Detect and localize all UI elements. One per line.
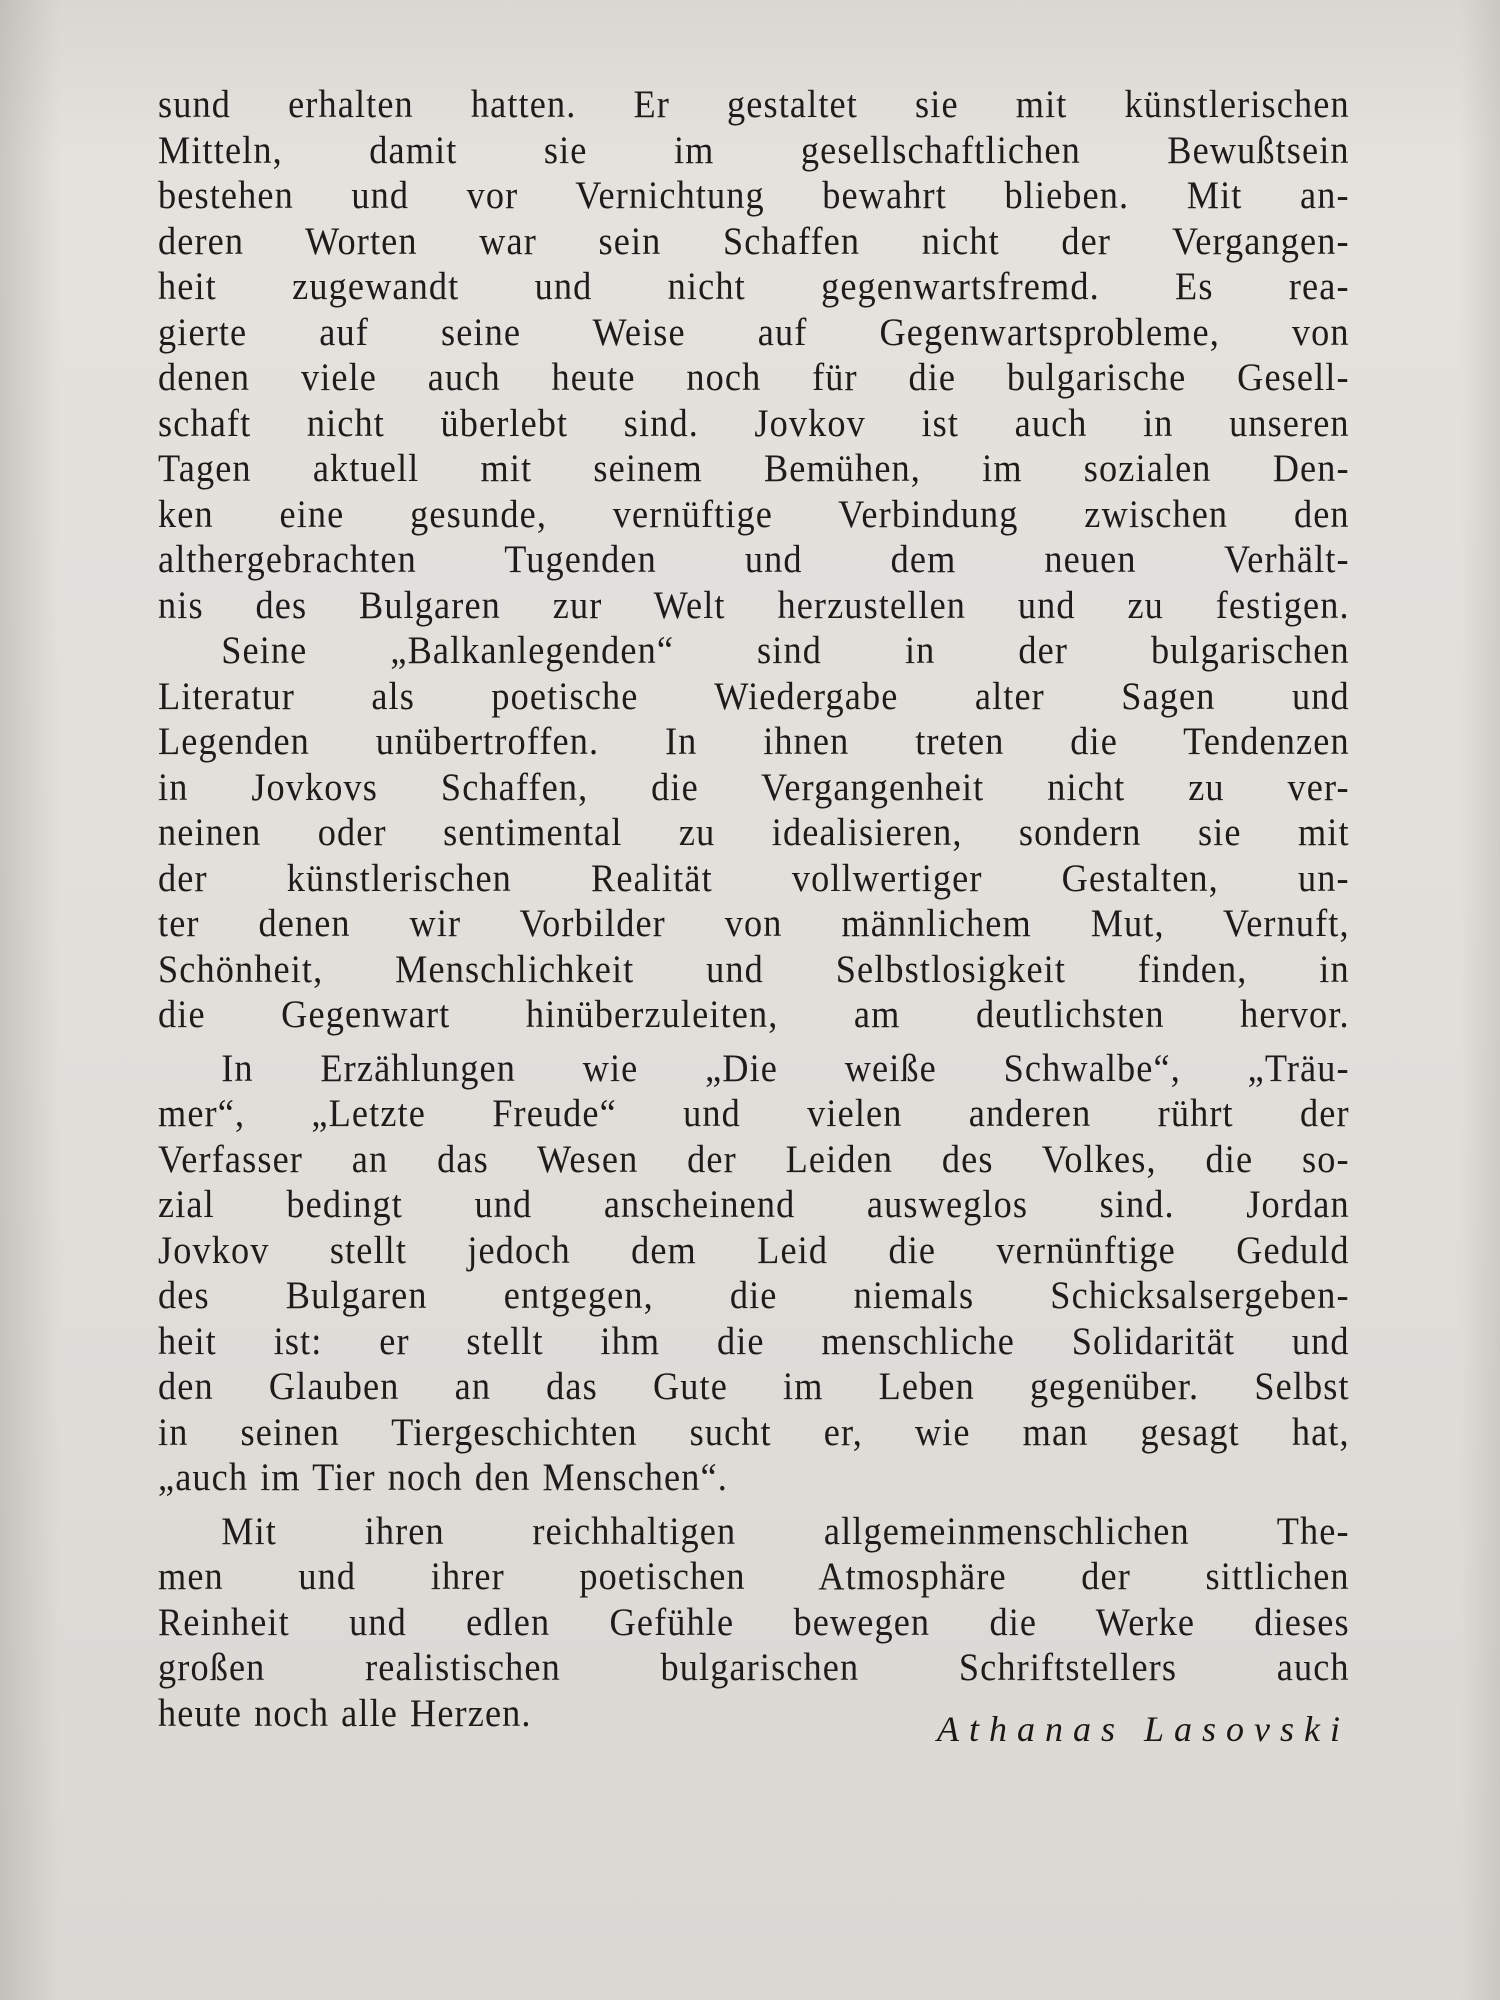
page-shadow-left (0, 0, 60, 2000)
text-line: nis des Bulgaren zur Welt herzustellen und zu festigen. (158, 583, 1350, 627)
text-line: gierte auf seine Weise auf Gegenwartsprobleme, von (158, 310, 1350, 354)
text-line: denen viele auch heute noch für die bulgarische Gesell- (158, 356, 1350, 399)
text-line: schaft nicht überlebt sind. Jovkov ist auch in unseren (158, 401, 1350, 445)
text-line: in Jovkovs Schaffen, die Vergangenheit nicht zu ver- (158, 765, 1350, 809)
text-line: In Erzählungen wie „Die weiße Schwalbe“, „Träu- (221, 1046, 1350, 1090)
text-line: des Bulgaren entgegen, die niemals Schicksalsergeben- (158, 1274, 1350, 1317)
text-line: in seinen Tiergeschichten sucht er, wie man gesagt hat, (158, 1410, 1350, 1454)
author-signature: Athanas Lasovski (936, 1709, 1350, 1749)
text-line: den Glauben an das Gute im Leben gegenüber. Selbst (158, 1365, 1350, 1408)
text-line: „auch im Tier noch den Menschen“. (158, 1456, 728, 1499)
text-line: großen realistischen bulgarischen Schriftstellers auch (158, 1646, 1350, 1689)
text-line: neinen oder sentimental zu idealisieren, sondern sie mit (158, 811, 1350, 854)
text-line: mer“, „Letzte Freude“ und vielen anderen rührt der (158, 1092, 1350, 1135)
text-line: Verfasser an das Wesen der Leiden des Volkes, die so- (158, 1137, 1350, 1181)
paragraph (158, 628, 1350, 1038)
text-line: Mit ihren reichhaltigen allgemeinmenschlichen The- (221, 1509, 1350, 1553)
text-line: heute noch alle Herzen. (158, 1691, 532, 1735)
text-line: ter denen wir Vorbilder von männlichem Mut, Vernuft, (158, 902, 1350, 945)
text-line: Literatur als poetische Wiedergabe alter Sagen und (158, 674, 1350, 718)
article-body (158, 82, 1350, 1736)
text-line: heit zugewandt und nicht gegenwartsfremd. Es rea- (158, 265, 1350, 308)
paragraph (158, 82, 1350, 628)
text-line: deren Worten war sein Schaffen nicht der Vergangen- (158, 219, 1350, 263)
text-line: heit ist: er stellt ihm die menschliche Solidarität und (158, 1319, 1350, 1363)
page-shadow-right (1460, 0, 1500, 2000)
text-line: men und ihrer poetischen Atmosphäre der sittlichen (158, 1555, 1350, 1598)
text-line: zial bedingt und anscheinend ausweglos sind. Jordan (158, 1183, 1350, 1226)
text-line: ken eine gesunde, vernüftige Verbindung zwischen den (158, 492, 1350, 536)
paragraph (158, 1509, 1350, 1737)
text-line: Legenden unübertroffen. In ihnen treten die Tendenzen (158, 720, 1350, 763)
paragraph (158, 1046, 1350, 1501)
text-line: Seine „Balkanlegenden“ sind in der bulgarischen (221, 629, 1350, 672)
text-line: Schönheit, Menschlichkeit und Selbstlosigkeit finden, in (158, 947, 1350, 991)
text-line: Tagen aktuell mit seinem Bemühen, im sozialen Den- (158, 447, 1350, 490)
text-line: Mitteln, damit sie im gesellschaftlichen Bewußtsein (158, 128, 1350, 172)
text-line: Jovkov stellt jedoch dem Leid die vernünftige Geduld (158, 1228, 1350, 1272)
text-line: sund erhalten hatten. Er gestaltet sie mit künstlerischen (158, 83, 1350, 126)
text-line: die Gegenwart hinüberzuleiten, am deutlichsten hervor. (158, 993, 1350, 1036)
text-line: der künstlerischen Realität vollwertiger Gestalten, un- (158, 856, 1350, 900)
text-line: bestehen und vor Vernichtung bewahrt blieben. Mit an- (158, 174, 1350, 217)
text-line: althergebrachten Tugenden und dem neuen Verhält- (158, 538, 1350, 581)
text-line: Reinheit und edlen Gefühle bewegen die Werke dieses (158, 1600, 1350, 1644)
